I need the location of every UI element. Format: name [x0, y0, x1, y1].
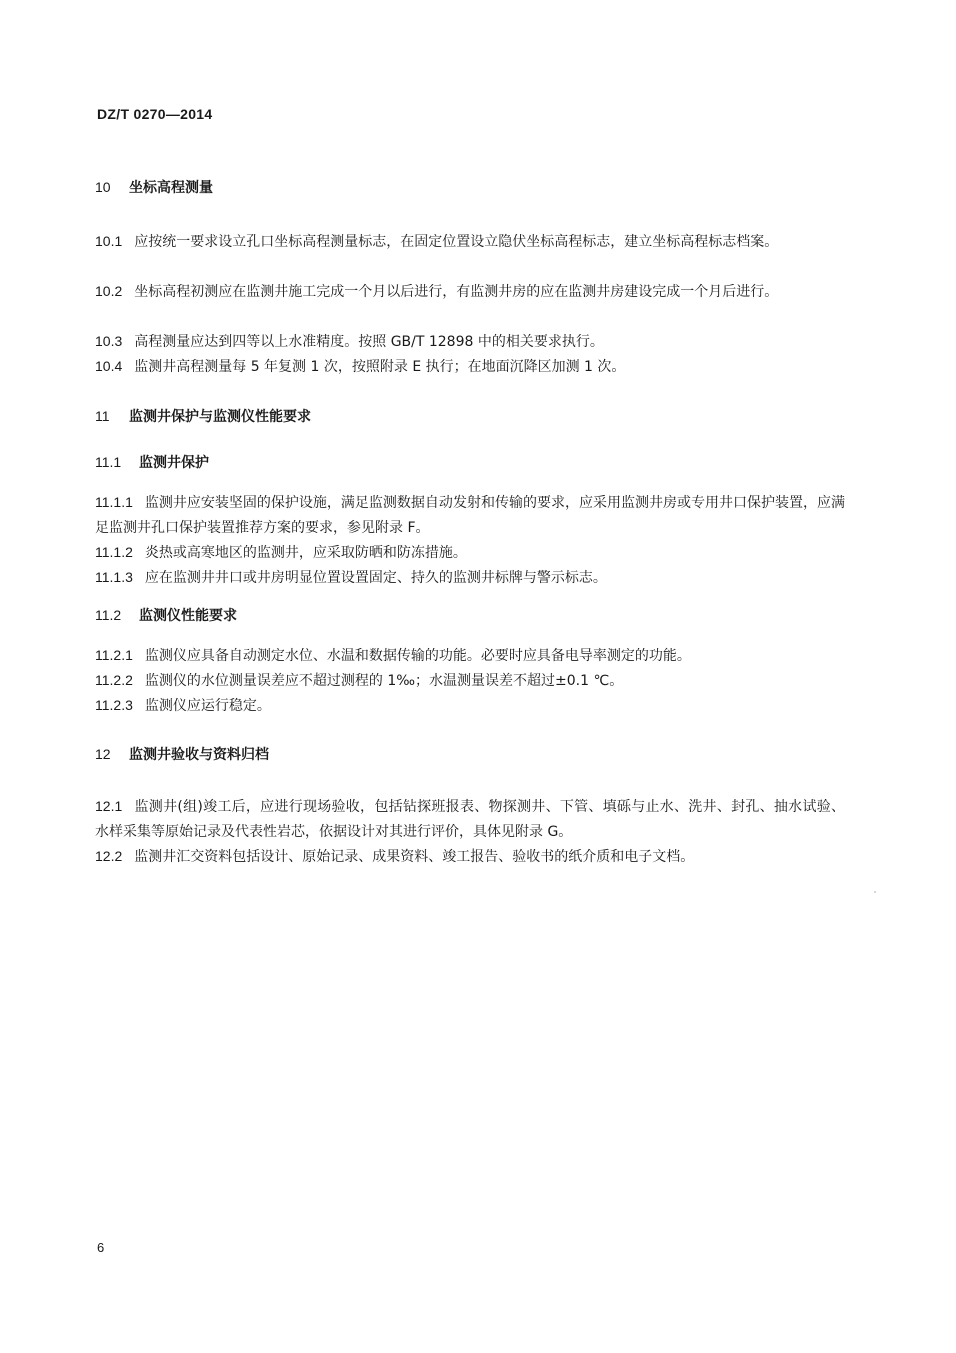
clause-text: 监测仪应具备自动测定水位、水温和数据传输的功能。必要时应具备电导率测定的功能。 [144, 648, 691, 664]
clause-text: 高程测量应达到四等以上水准精度。按照 GB/T 12898 中的相关要求执行。 [134, 334, 604, 350]
clause-number: 12.1 [95, 798, 123, 814]
clause-text: 应在监测井井口或井房明显位置设置固定、持久的监测井标牌与警示标志。 [144, 570, 607, 586]
clause-text: 监测仪应运行稳定。 [144, 698, 271, 714]
clause-10-2 [95, 279, 845, 305]
clause-number: 11.1.2 [95, 544, 133, 560]
clause-11-1-3 [95, 565, 845, 591]
clause-11-2-1 [95, 643, 845, 669]
subsection-title: 监测井保护 [139, 455, 209, 471]
clause-11-2-2 [95, 668, 845, 694]
clause-10-1 [95, 229, 845, 255]
clause-text: 炎热或高寒地区的监测井，应采取防晒和防冻措施。 [144, 545, 467, 561]
clause-11-2-3 [95, 693, 845, 719]
clause-text: 监测仪的水位测量误差应不超过测程的 1‰；水温测量误差不超过±0.1 ℃。 [144, 673, 624, 689]
subsection-number: 11.1 [95, 454, 122, 470]
section-title: 坐标高程测量 [129, 180, 213, 196]
clause-number: 10.4 [95, 358, 123, 374]
clause-number: 11.1.1 [95, 494, 133, 510]
clause-12-2 [95, 844, 845, 870]
section-10-heading [95, 177, 213, 197]
clause-number: 11.1.3 [95, 569, 133, 585]
subsection-11-1-heading [95, 452, 209, 472]
clause-11-1-2 [95, 540, 845, 566]
clause-number: 10.2 [95, 283, 123, 299]
section-11-heading [95, 406, 311, 426]
subsection-11-2-heading [95, 605, 237, 625]
clause-10-3 [95, 329, 845, 355]
section-number: 10 [95, 179, 111, 195]
clause-12-1 [95, 794, 845, 845]
clause-number: 11.2.1 [95, 647, 133, 663]
section-title: 监测井保护与监测仪性能要求 [129, 409, 311, 425]
section-number: 11 [95, 408, 110, 424]
clause-text: 应按统一要求设立孔口坐标高程测量标志，在固定位置设立隐伏坐标高程标志，建立坐标高程标志档案。 [134, 234, 779, 250]
clause-number: 11.2.3 [95, 697, 133, 713]
subsection-title: 监测仪性能要求 [139, 608, 237, 624]
clause-text: 监测井(组)竣工后，应进行现场验收，包括钻探班报表、物探测井、下管、填砾与止水、洗井、封孔、抽水试验、水样采集等原始记录及代表性岩芯，依据设计对其进行评价，具体见附录 G。 [95, 799, 845, 840]
clause-10-4 [95, 354, 845, 380]
clause-number: 12.2 [95, 848, 123, 864]
section-title: 监测井验收与资料归档 [129, 747, 269, 763]
clause-number: 11.2.2 [95, 672, 133, 688]
standard-code-header: DZ/T 0270—2014 [97, 106, 213, 122]
clause-text: 监测井高程测量每 5 年复测 1 次，按照附录 E 执行；在地面沉降区加测 1 次。 [134, 359, 626, 375]
clause-text: 坐标高程初测应在监测井施工完成一个月以后进行，有监测井房的应在监测井房建设完成一个月后进行。 [134, 284, 779, 300]
clause-text: 监测井应安装坚固的保护设施，满足监测数据自动发射和传输的要求，应采用监测井房或专用井口保护装置，应满足监测井孔口保护装置推荐方案的要求，参见附录 F。 [95, 495, 845, 536]
section-number: 12 [95, 746, 111, 762]
clause-number: 10.1 [95, 233, 123, 249]
subsection-number: 11.2 [95, 607, 122, 623]
clause-11-1-1 [95, 490, 845, 541]
scan-speck [874, 891, 876, 893]
clause-text: 监测井汇交资料包括设计、原始记录、成果资料、竣工报告、验收书的纸介质和电子文档。 [134, 849, 695, 865]
page-number: 6 [97, 1240, 105, 1255]
section-12-heading [95, 744, 269, 764]
clause-number: 10.3 [95, 333, 123, 349]
